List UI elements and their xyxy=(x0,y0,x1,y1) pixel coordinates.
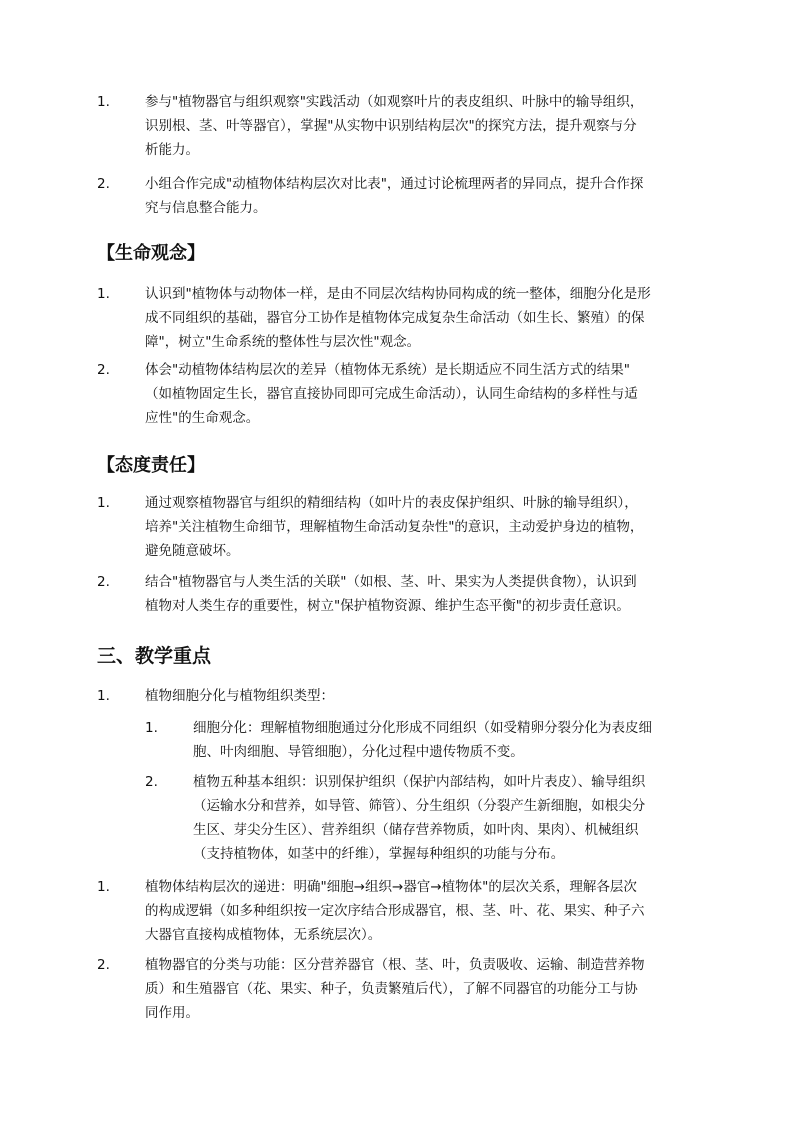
list-item: 体会"动植物体结构层次的差异（植物体无系统）是长期适应不同生活方式的结果" （如植物固定生长，器官直接协同即可完成生命活动），认同生命结构的多样性与适 应性"的生命观念。 xyxy=(145,362,638,426)
list-number: 1. xyxy=(97,94,110,110)
sub-list-item: 植物五种基本组织：识别保护组织（保护内部结构，如叶片表皮）、输导组织 （运输水分和营养，如导管、筛管）、分生组织（分裂产生新细胞，如根尖分 生区、芽尖分生区）、营养组织（储存营养物质，如叶肉、果肉）、机械组织 （支持植物体，如茎中的纤维），掌握每种组织的功能与分布。 xyxy=(193,774,646,862)
sub-list-item: 细胞分化：理解植物细胞通过分化形成不同组织（如受精卵分裂分化为表皮细 胞、叶肉细胞、导管细胞），分化过程中遗传物质不变。 xyxy=(193,720,652,760)
list-item: 通过观察植物器官与组织的精细结构（如叶片的表皮保护组织、叶脉的输导组织）， 培养"关注植物生命细节，理解植物生命活动复杂性"的意识，主动爱护身边的植物， 避免随意破坏。 xyxy=(145,495,644,559)
list-number: 2. xyxy=(97,574,110,590)
list-item: 参与"植物器官与组织观察"实践活动（如观察叶片的表皮组织、叶脉中的输导组织， 识别根、茎、叶等器官），掌握"从实物中识别结构层次"的探究方法，提升观察与分 析能力。 xyxy=(145,94,644,158)
sub-list-number: 2. xyxy=(145,774,158,790)
list-number: 1. xyxy=(97,688,110,704)
sub-list-number: 1. xyxy=(145,720,158,736)
list-item: 植物细胞分化与植物组织类型： xyxy=(145,688,334,704)
list-number: 2. xyxy=(97,362,110,378)
list-item: 植物器官的分类与功能：区分营养器官（根、茎、叶，负责吸收、运输、制造营养物 质）和生殖器官（花、果实、种子，负责繁殖后代），了解不同器官的功能分工与协 同作用。 xyxy=(145,957,645,1021)
list-item: 认识到"植物体与动物体一样，是由不同层次结构协同构成的统一整体，细胞分化是形 成不同组织的基础，器官分工协作是植物体完成复杂生命活动（如生长、繁殖）的保 障"，树立"生命系统的整体性与层次性"观念。 xyxy=(145,286,651,350)
list-item: 植物体结构层次的递进：明确"细胞→组织→器官→植物体"的层次关系，理解各层次 的构成逻辑（如多种组织按一定次序结合形成器官，根、茎、叶、花、果实、种子六 大器官直接构成植物体，无系统层次）。 xyxy=(145,879,645,943)
list-number: 1. xyxy=(97,286,110,302)
section-heading-life: 【生命观念】 xyxy=(97,243,205,264)
list-number: 2. xyxy=(97,957,110,973)
section-heading-key-points: 三、教学重点 xyxy=(97,645,212,667)
list-number: 1. xyxy=(97,879,110,895)
list-number: 2. xyxy=(97,176,110,192)
list-item: 结合"植物器官与人类生活的关联"（如根、茎、叶、果实为人类提供食物），认识到 植物对人类生存的重要性，树立"保护植物资源、维护生态平衡"的初步责任意识。 xyxy=(145,574,637,614)
section-heading-attitude: 【态度责任】 xyxy=(97,455,205,476)
list-number: 1. xyxy=(97,495,110,511)
list-item: 小组合作完成"动植物体结构层次对比表"，通过讨论梳理两者的异同点，提升合作探 究与信息整合能力。 xyxy=(145,176,644,216)
